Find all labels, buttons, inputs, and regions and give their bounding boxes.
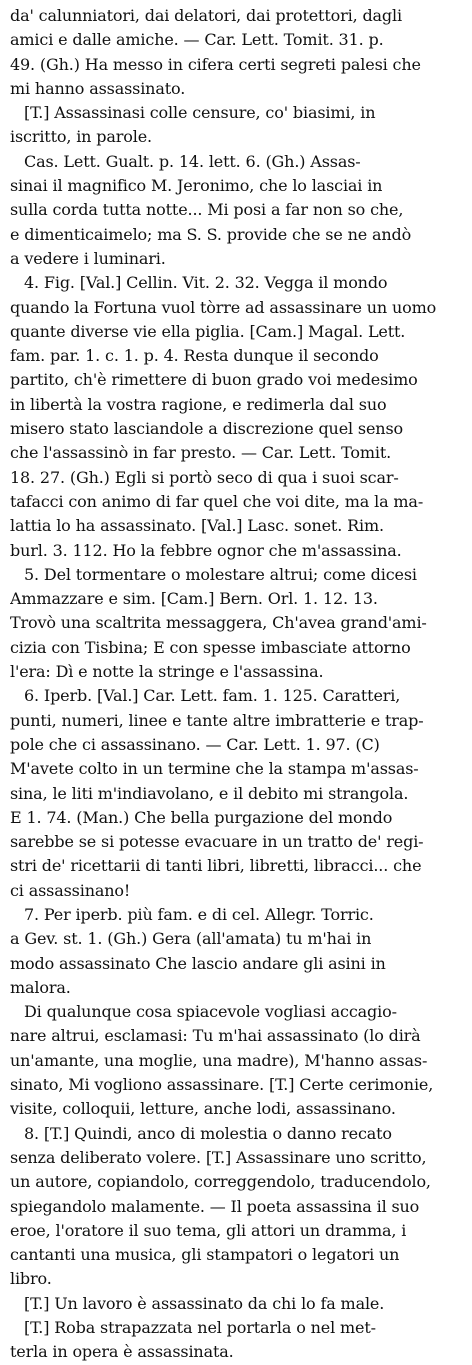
text-line: da' calunniatori, dai delatori, dai protettori, dagli bbox=[10, 6, 402, 25]
text-line: spiegandolo malamente. — Il poeta assassina il suo bbox=[10, 1196, 420, 1216]
text-line: terla in opera è assassinata. bbox=[10, 1342, 234, 1362]
text-line: 8. [T.] Quindi, anco di molestia o danno recato bbox=[24, 1123, 392, 1143]
text-line: e dimenticaimelo; ma S. S. provide che se ne andò bbox=[10, 224, 412, 244]
text-line: malora. bbox=[10, 977, 71, 997]
text-line: burl. 3. 112. Ho la febbre ognor che m'assassina. bbox=[10, 540, 402, 560]
text-line: stri de' ricettarii di tanti libri, libretti, libracci... che bbox=[10, 856, 422, 876]
text-line: 4. Fig. [Val.] Cellin. Vit. 2. 32. Vegga il mondo bbox=[24, 273, 388, 293]
text-line: misero stato lasciandole a discrezione quel senso bbox=[10, 419, 404, 439]
text-line: un autore, copiandolo, correggendolo, traducendolo, bbox=[10, 1172, 431, 1192]
text-line: pole che ci assassinano. — Car. Lett. 1. 97. (C) bbox=[10, 734, 380, 754]
text-line: quante diverse vie ella piglia. [Cam.] Magal. Lett. bbox=[10, 321, 406, 341]
text-line: lattia lo ha assassinato. [Val.] Lasc. sonet. Rim. bbox=[10, 516, 384, 536]
text-line: [T.] Un lavoro è assassinato da chi lo fa male. bbox=[24, 1293, 385, 1313]
text-line: sulla corda tutta notte... Mi posi a far non so che, bbox=[10, 200, 404, 220]
text-line: M'avete colto in un termine che la stampa m'assas- bbox=[10, 759, 419, 779]
text-line: partito, ch'è rimettere di buon grado voi medesimo bbox=[10, 370, 418, 390]
text-line: che l'assassinò in far presto. — Car. Lett. Tomit. bbox=[10, 443, 392, 463]
text-line: sarebbe se si potesse evacuare in un tratto de' regi- bbox=[10, 832, 424, 852]
text-line: sinai il magnifico M. Jeronimo, che lo lasciai in bbox=[10, 176, 383, 196]
text-line: amici e dalle amiche. — Car. Lett. Tomit. 31. p. bbox=[10, 30, 384, 50]
text-line: 49. (Gh.) Ha messo in cifera certi segreti palesi che bbox=[10, 54, 421, 74]
text-line: Ammazzare e sim. [Cam.] Bern. Orl. 1. 12. 13. bbox=[10, 589, 378, 609]
text-line: Cas. Lett. Gualt. p. 14. lett. 6. (Gh.) Assas- bbox=[24, 151, 361, 171]
text-line: 7. Per iperb. più fam. e di cel. Allegr. Torric. bbox=[24, 904, 374, 924]
text-line: libro. bbox=[10, 1269, 52, 1289]
text-line: modo assassinato Che lascio andare gli asini in bbox=[10, 953, 386, 973]
text-line: tafacci con animo di far quel che voi dite, ma la ma- bbox=[10, 491, 424, 511]
text-line: [T.] Assassinasi colle censure, co' biasimi, in bbox=[24, 103, 376, 123]
text-line: [T.] Roba strapazzata nel portarla o nel met- bbox=[24, 1318, 376, 1338]
text-line: mi hanno assassinato. bbox=[10, 78, 186, 98]
text-line: fam. par. 1. c. 1. p. 4. Resta dunque il secondo bbox=[10, 346, 379, 366]
text-line: cantanti una musica, gli stampatori o legatori un bbox=[10, 1245, 400, 1265]
text-line: sinato, Mi vogliono assassinare. [T.] Certe cerimonie, bbox=[10, 1075, 434, 1095]
text-line: 6. Iperb. [Val.] Car. Lett. fam. 1. 125. Caratteri, bbox=[24, 686, 401, 706]
text-line: E 1. 74. (Man.) Che bella purgazione del mondo bbox=[10, 807, 393, 827]
text-line: punti, numeri, linee e tante altre imbratterie e trap- bbox=[10, 710, 424, 730]
text-line: Di qualunque cosa spiacevole vogliasi accagio- bbox=[24, 1002, 397, 1022]
text-line: un'amante, una moglie, una madre), M'hanno assas- bbox=[10, 1050, 428, 1070]
text-line: a vedere i luminari. bbox=[10, 248, 166, 268]
text-line: visite, colloquii, letture, anche lodi, assassinano. bbox=[10, 1099, 396, 1119]
text-line: senza deliberato volere. [T.] Assassinare uno scritto, bbox=[10, 1147, 427, 1167]
text-line: iscritto, in parole. bbox=[10, 127, 152, 147]
text-line: 5. Del tormentare o molestare altrui; come dicesi bbox=[24, 564, 417, 584]
text-line: sina, le liti m'indiavolano, e il debito mi strangola. bbox=[10, 783, 409, 803]
text-line: nare altrui, esclamasi: Tu m'hai assassinato (lo dirà bbox=[10, 1026, 421, 1046]
text-line: a Gev. st. 1. (Gh.) Gera (all'amata) tu m'hai in bbox=[10, 929, 372, 949]
text-line: ci assassinano! bbox=[10, 880, 131, 900]
text-line: Trovò una scaltrita messaggera, Ch'avea grand'ami- bbox=[10, 613, 427, 633]
text-line: cizia con Tisbina; E con spesse imbasciate attorno bbox=[10, 637, 411, 657]
text-line: 18. 27. (Gh.) Egli si portò seco di qua i suoi scar- bbox=[10, 467, 399, 487]
text-line: l'era: Dì e notte la stringe e l'assassina. bbox=[10, 662, 324, 682]
text-line: eroe, l'oratore il suo tema, gli attori un dramma, i bbox=[10, 1220, 407, 1240]
text-line: quando la Fortuna vuol tòrre ad assassinare un uomo bbox=[10, 297, 437, 317]
text-line: in libertà la vostra ragione, e redimerla dal suo bbox=[10, 394, 387, 414]
